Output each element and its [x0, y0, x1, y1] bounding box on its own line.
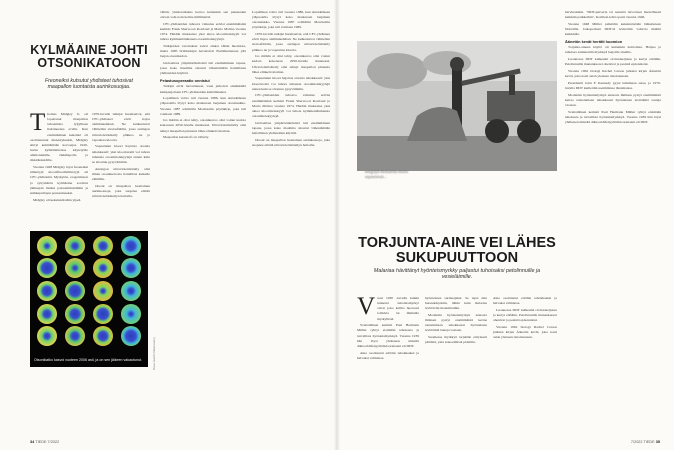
subheading: Äänetön kevät herätti huomion — [565, 39, 623, 45]
ozone-globe-cell — [62, 303, 89, 325]
right-page — [337, 0, 674, 450]
paragraph: Otsoni on maapallon luontainen aurinkosuoja, joka suojelee eliöitä ultraviolettisäteilyn haitoilta. — [252, 137, 330, 147]
ozone-globe-icon — [65, 258, 85, 278]
paragraph: Lopullinen voitto tuli vuonna 1986, kun Antarktiksen yläpuolella löytyi koko mantereen laajuinen otsoniaukko. Vuonna 1987 solmittiin Montrealin pöytäkirja, joka tuli voimaan 1989. — [160, 96, 246, 116]
body-column-5 — [357, 296, 419, 436]
paragraph: Vuonna 1928 Midgley löysi freoneiksi nimettyjä kloorifluorihiilivetyjä eli CFC-yhdisteitä. Myrkytön, reagoimaton ja syttymätön kylmäaine soveltui jääkaapin lisäksi palosammuttimiin ja suihkepullojen ponneaineeksi. — [30, 165, 88, 195]
ozone-globe-cell — [117, 280, 144, 302]
ozone-globe-cell — [90, 280, 117, 302]
ozone-globe-icon — [65, 326, 85, 346]
ozone-globe-cell — [34, 235, 61, 257]
folio-left: 34 TIEDE 7/2022 — [30, 440, 60, 444]
ozone-globe-icon — [65, 304, 85, 324]
ozone-globe-cell — [90, 235, 117, 257]
paragraph: Vuosi 1930 -luvulla kaikki tunnetut tuholaismyrkyt olivat joko kallita huonosti toimivia tai ihmisille myrkyllisiä. — [357, 296, 419, 321]
ozone-globe-icon — [93, 304, 113, 324]
ozone-globe-cell — [62, 280, 89, 302]
ozone-globe-icon — [93, 281, 113, 301]
paragraph: Modernin hyönteismyrkyn ansiosta ihmisen pystyi ensimmäistä kertaa taistelemaan tehokkaasti hyönteisten levittämiä tauteja vastaan. — [565, 92, 661, 107]
article-headline-right: TORJUNTA-AINE VEI LÄHES SUKUPUUTTOON — [358, 235, 556, 266]
ozone-globe-cell — [62, 258, 89, 280]
paragraph: Luonnossa DDT kulkeutui ravintoketjussa ja kertyi eliöihin. Petolinnuilla munankuoret ohenivat ja pesintä epäonnistui. — [565, 57, 661, 67]
paragraph: Tutkijoiden varoitukset saivat aluksi vähän huomiota, mutta 1985 brittitutkijat havaitsivat Etelämantereen yllä laajan otsonikadon. — [160, 43, 246, 59]
body-column-7 — [493, 296, 557, 436]
paragraph: Globaalista ympäristökriisistä tuli ensimmäinen tapaus, jossa koko maailma sitoutui vähentämään haitallisten yhdisteiden käyttöä. — [160, 60, 246, 76]
ozone-globe-cell — [117, 325, 144, 347]
body-column-3 — [160, 10, 246, 438]
paragraph: Vapautunut kloori hajottaa otsonia tehokkaasti: yksi klooriatomi voi tuhota tuhansia otsonimolekyylejä ennen kuin se sitoutuu pysyvämmin. — [252, 76, 330, 91]
body-column-6 — [425, 296, 487, 436]
body-column-1 — [30, 112, 88, 228]
article-deck-right: Malariaa hävittänyt hyönteismyrkky paljastui tuhoisaksi petolinnuille ja vesieläimille. — [373, 268, 541, 281]
ozone-globe-icon — [121, 258, 141, 278]
paragraph: Sveitsiläinen kemisti Paul Hermann Müller ryhtyi etsimään tehokasta ja turvallista hyönteismyrkkyä. Vuonna 1939 hän löysi yhdisteen nimeltä diklooridifenyylitrikloorietaani eli DDT. — [357, 323, 419, 348]
ozone-globe-cell — [34, 258, 61, 280]
ozone-globe-icon — [37, 326, 57, 346]
paragraph: Maapallon katastrofi on vältetty. — [163, 135, 210, 140]
paragraph: CFC-yhdisteiden tuhoava vaikutus selvisi ensimmäisinä kemisti Frank Sherwood Rowland ja Mario Molina vuonna 1974. Heidän mukaansa yksi ainoa kloorimolekyyli voi tuhota kymmeniätuhansia otsonimolekyylejä. — [252, 93, 330, 118]
paragraph: CFC-yhdisteiden tuhoava vaikutus selvisi ensimmäisinä kemisti Frank Sherwood Rowland ja Mario Molina vuonna 1974. Heidän mukaansa yksi ainoa kloorimolekyyli voi tuhota kymmeniätuhansia otsonimolekyylejä. — [160, 21, 246, 42]
drop-cap: V — [357, 296, 376, 320]
paragraph: Vapautunut kloori hajottaa otsonia tehokkaasti: yksi klooriatomi voi tuhota tuhansia otsonimolekyylejä ennen kuin se sitoutuu pysyvämmin. — [92, 144, 150, 164]
paragraph: 1970-luvulla tutkijat huomasivat, että CFC-yhdisteet eivät hajoa alailmakehässä. Ne kulkeutuvat vähitellen stratosfääriin, jossa auringon ultraviolettisäteily pilkkoo ne ja vapauttaa klooria. — [92, 112, 150, 142]
ozone-globe-icon — [37, 236, 57, 256]
ozone-globe-icon — [93, 236, 113, 256]
folio-right: 7/2022 TIEDE 35 — [630, 440, 660, 444]
paragraph: Modernin hyönteismyrkyn ansiosta ihmisen pystyi ensimmäistä kertaa taistelemaan tehokkaasti hyönteisten levittämiä tauteja vastaan. — [425, 312, 487, 333]
paragraph: harvinaisiksi. "DDT-puiveria tai nestettä lievottaen huolellisesti kaikkiin paikkoihin", Kotiliesi-lehti opasti vuonna 1946. — [565, 10, 661, 20]
ozone-globe-cell — [90, 258, 117, 280]
ozone-globe-figure — [30, 231, 148, 367]
photo-credit: Kuva: Earth Observatory — [152, 337, 156, 370]
drop-cap: T — [30, 112, 46, 136]
paragraph: Jos mitään ei olisi tehty, otsonikerros olisi voinut kadota kokonaan 2050-luvulle mennessä. Ultraviolettisäteily olisi tehnyt maapallon pinnasta lähes elinkelvottoman. — [160, 118, 246, 133]
ozone-globe-icon — [93, 258, 113, 278]
body-column-8 — [565, 10, 661, 438]
ozone-globe-icon — [37, 281, 57, 301]
paragraph: Thomas Midgley Jr. oli lopettanut maapallon tuhoamista lyijyllisen lisäaineensa avulla. Kun ensimmäinen keksintö oli osoittautunut menestykseksi, Midgley siirtyi kehittämään korvaajaa 1920-luvun kylmälaitteissa käytetyille ammoniakille, rikkihapolle ja rikkidioksidille. — [30, 112, 88, 163]
ozone-globe-cell — [117, 258, 144, 280]
page-gutter — [334, 0, 340, 450]
paragraph: Midgley oli keksinnöistään ylpeä. — [33, 197, 82, 202]
paragraph: Torjunta-aineen käyttö oli kuitenkin hoittomaa. Halpaa ja tuhoisaa sumutettiin myrkkyä laajoille alueille. — [565, 45, 661, 55]
ozone-globe-icon — [65, 281, 85, 301]
paragraph: Otsoni on maapallon luontainen aurinkosuoja, joka suojelee eliöitä ultraviolettisäteilyn haitoilta. — [92, 183, 150, 198]
photo-illustration — [357, 41, 557, 171]
paragraph: Aine osoittautui erittäin tehokkaaksi ja halvaksi valmistaa. — [493, 296, 557, 306]
ozone-globe-icon — [121, 236, 141, 256]
paragraph: Tutkijat eivät luovuttaneet, vaan jatkoivat sinnikkäitä kampanjoitaan CFC-yhdisteiden kieltämiseksi. — [160, 84, 246, 94]
subheading: Pelastusoperaatio onnistui — [160, 78, 210, 84]
ozone-globe-icon — [121, 281, 141, 301]
article-headline: KYLMÄAINE JOHTI OTSONIKATOON — [30, 43, 148, 70]
ozone-globe-icon — [121, 326, 141, 346]
paragraph: Auringon ultraviolettisäteily olisi ilman otsonikerrosta haitallista kaikelle elämälle. — [92, 166, 150, 181]
body-column-2 — [92, 112, 150, 228]
ozone-globe-cell — [34, 325, 61, 347]
ozone-globe-cell — [117, 235, 144, 257]
paragraph: hyönteisten surmaajaksi. Se tepsi niin huonekärpäsiin, täihin kuin malariaa levittäviin moskiittoihin. — [425, 296, 487, 311]
paragraph: 1970-luvulla tutkijat huomasivat, että CFC-yhdisteet eivät hajoa alailmakehässä. Ne kulkeutuvat vähitellen stratosfääriin, jossa auringon ultraviolettisäteily pilkkoo ne ja vapauttaa klooria. — [252, 32, 330, 52]
article-deck: Freoneiksi kutsutut yhdisteet tuhosivat maapallon luontaista aurinkosuojaa. — [45, 78, 133, 91]
ozone-globe-icon — [37, 258, 57, 278]
paragraph: Globaalista ympäristökriisistä tuli ensimmäinen tapaus, jossa koko maailma sitoutui vähentämään haitallisten yhdisteiden käyttöä. — [252, 120, 330, 135]
ozone-globe-cell — [34, 280, 61, 302]
ozone-globe-cell — [34, 303, 61, 325]
ozone-globe-grid — [34, 235, 144, 347]
paragraph: Vuonna 1948 Müller palkittiin keksinnöstään lääketieteen Nobelilla. Jatkoperässä DDT:tä levitettiin valtavia määriä kaikkialle. — [565, 21, 661, 37]
paragraph: Presidentti John F. Kennedy pyysi tutkimaan asiaa, ja 1970-luvulla DDT kiellettiin useimmissa länsimaissa. — [565, 80, 661, 90]
paragraph: Luonnossa DDT kulkeutui ravintoketjussa ja kertyi eliöihin. Petolinnuilla munankuoret ohenivat ja pesintä epäonnistui. — [493, 307, 557, 323]
ozone-globe-cell — [90, 325, 117, 347]
photo-caption: Midgleyn kehittämät freonit vapautuivat... — [365, 170, 408, 179]
ozone-globe-cell — [62, 325, 89, 347]
paragraph: Vuonna 1962 biologi Rachel Carson julkaisi kirjan Äänetön kevät, joka nosti asian yleiseen tietoisuuteen. — [493, 324, 557, 340]
ozone-globe-cell — [90, 303, 117, 325]
ozone-globe-icon — [121, 304, 141, 324]
ozone-globe-icon — [37, 304, 57, 324]
paragraph: Sveitsiläinen kemisti Paul Hermann Müller ryhtyi etsimään tehokasta ja turvallista hyönteismyrkkyä. Vuonna 1939 hän löysi yhdisteen nimeltä diklooridifenyylitrikloorietaani eli DDT. — [565, 109, 661, 124]
paragraph: vähän; yhteisvaikutus kertoo kuitenkin sen paksuuden olevan vain noin kolme millimetriä. — [160, 10, 246, 20]
paragraph: Vuonna 1962 biologi Rachel Carson julkaisi kirjan Äänetön kevät, joka nosti asian yleiseen tietoisuuteen. — [565, 68, 661, 79]
ozone-globe-icon — [93, 326, 113, 346]
ozone-globe-cell — [117, 303, 144, 325]
body-column-4 — [252, 10, 330, 438]
paragraph: Lopullinen voitto tuli vuonna 1986, kun Antarktiksen yläpuolella löytyi koko mantereen laajuinen otsoniaukko. Vuonna 1987 solmittiin Montrealin pöytäkirja, joka tuli voimaan 1989. — [252, 10, 330, 30]
ozone-globe-icon — [65, 236, 85, 256]
ozone-globe-cell — [62, 235, 89, 257]
paragraph: Aine osoittautui erittäin tehokkaaksi ja halvaksi valmistaa. — [357, 350, 419, 360]
paragraph: Suomessa myrkkyä torjuttiin erityisesti päätäitä, joita kokoelmistä pidettiin. — [425, 335, 487, 345]
historical-photo — [357, 41, 557, 171]
figure-caption: Otsonikatko kasvoi vuoteen 2006 asti, ja on sen jälkeen vakautunut. — [34, 357, 143, 362]
paragraph: Jos mitään ei olisi tehty, otsonikerros olisi voinut kadota kokonaan 2050-luvulle mennessä. Ultraviolettisäteily olisi tehnyt maapallon pinnasta lähes elinkelvottoman. — [252, 54, 330, 74]
